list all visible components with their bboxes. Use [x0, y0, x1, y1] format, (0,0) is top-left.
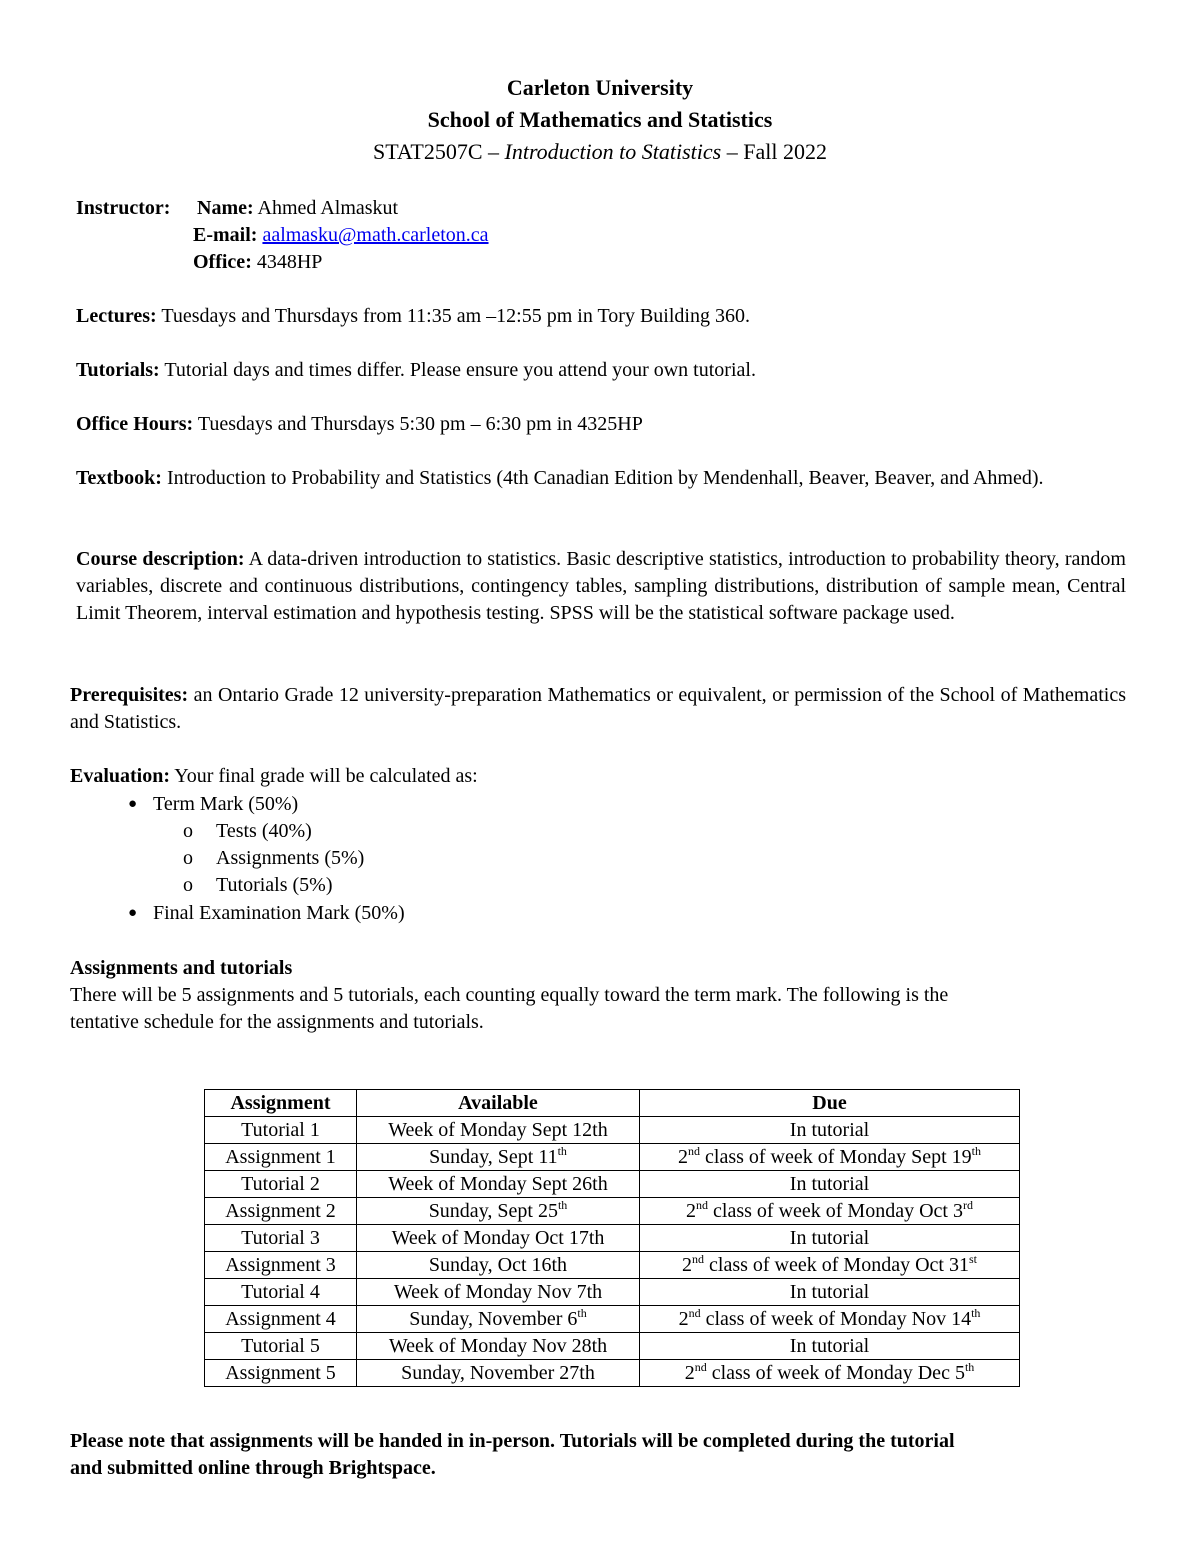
cell-due: 2nd class of week of Monday Dec 5th	[640, 1360, 1020, 1387]
prerequisites-text: an Ontario Grade 12 university-preparation Mathematics or equivalent, or permission of the School of Mathematics and Statistics.	[70, 684, 1126, 733]
eval-term-mark: Term Mark (50%)	[153, 793, 299, 815]
course-code: STAT2507C –	[373, 139, 499, 164]
instructor-office: 4348HP	[256, 251, 323, 273]
cell-item: Assignment 2	[205, 1198, 357, 1225]
note-line1: Please note that assignments will be handed in in-person. Tutorials will be completed during the tutorial	[70, 1430, 955, 1452]
evaluation-intro: Your final grade will be calculated as:	[174, 765, 478, 787]
schedule-table	[204, 1089, 1020, 1387]
course-description-label: Course description:	[76, 548, 245, 570]
course-term: – Fall 2022	[726, 139, 827, 164]
textbook-paragraph	[76, 465, 1126, 492]
instructor-name: Ahmed Almaskut	[257, 197, 399, 219]
eval-final-exam-bullet: ●	[128, 905, 138, 921]
cell-available: Sunday, November 27th	[357, 1360, 640, 1387]
eval-tests-bullet: o	[183, 820, 193, 842]
cell-due: 2nd class of week of Monday Nov 14th	[640, 1306, 1020, 1333]
note-line2: and submitted online through Brightspace.	[70, 1457, 436, 1479]
schedule-body	[205, 1117, 1020, 1387]
lectures-label: Lectures:	[76, 305, 157, 327]
header-due: Due	[640, 1090, 1020, 1117]
eval-assignments-bullet: o	[183, 847, 193, 869]
prerequisites-label: Prerequisites:	[70, 684, 189, 706]
tutorials-line	[76, 357, 756, 384]
eval-final-exam: Final Examination Mark (50%)	[153, 902, 405, 924]
textbook-text: Introduction to Probability and Statistics (4th Canadian Edition by Mendenhall, Beaver, Beaver, and Ahmed).	[166, 467, 1044, 489]
office-hours-label: Office Hours:	[76, 413, 194, 435]
eval-term-mark-bullet: ●	[128, 796, 138, 812]
cell-available: Sunday, Sept 11th	[357, 1144, 640, 1171]
cell-due: In tutorial	[640, 1279, 1020, 1306]
header-available: Available	[357, 1090, 640, 1117]
cell-available: Week of Monday Sept 26th	[357, 1171, 640, 1198]
university-title: Carleton University	[506, 75, 694, 100]
cell-item: Assignment 4	[205, 1306, 357, 1333]
prerequisites-paragraph	[70, 682, 1126, 736]
lectures-line	[76, 303, 750, 330]
cell-available: Sunday, Sept 25th	[357, 1198, 640, 1225]
table-row	[205, 1225, 1020, 1252]
tutorials-label: Tutorials:	[76, 359, 160, 381]
evaluation-label: Evaluation:	[70, 765, 171, 787]
assignments-heading: Assignments and tutorials	[70, 957, 293, 979]
cell-due: 2nd class of week of Monday Oct 31st	[640, 1252, 1020, 1279]
evaluation-line	[70, 763, 478, 790]
instructor-office-label: Office:	[193, 251, 252, 273]
instructor-email-label: E-mail:	[193, 224, 258, 246]
header-assignment: Assignment	[205, 1090, 357, 1117]
cell-item: Tutorial 2	[205, 1171, 357, 1198]
instructor-name-label: Name:	[197, 197, 254, 219]
cell-item: Tutorial 1	[205, 1117, 357, 1144]
table-row	[205, 1117, 1020, 1144]
cell-item: Tutorial 3	[205, 1225, 357, 1252]
course-description-paragraph	[76, 546, 1126, 627]
cell-item: Tutorial 5	[205, 1333, 357, 1360]
office-hours-text: Tuesdays and Thursdays 5:30 pm – 6:30 pm in 4325HP	[197, 413, 643, 435]
cell-available: Week of Monday Nov 7th	[357, 1279, 640, 1306]
cell-due: In tutorial	[640, 1171, 1020, 1198]
cell-due: In tutorial	[640, 1225, 1020, 1252]
assignments-text-line2: tentative schedule for the assignments and tutorials.	[70, 1011, 484, 1033]
instructor-office-line	[193, 249, 322, 276]
lectures-text: Tuesdays and Thursdays from 11:35 am –12:55 pm in Tory Building 360.	[161, 305, 750, 327]
cell-due: In tutorial	[640, 1117, 1020, 1144]
schedule-header-row	[205, 1090, 1020, 1117]
textbook-label: Textbook:	[76, 467, 162, 489]
instructor-label: Instructor:	[76, 197, 171, 219]
cell-item: Assignment 5	[205, 1360, 357, 1387]
cell-available: Week of Monday Nov 28th	[357, 1333, 640, 1360]
cell-due: 2nd class of week of Monday Oct 3rd	[640, 1198, 1020, 1225]
tutorials-text: Tutorial days and times differ. Please ensure you attend your own tutorial.	[164, 359, 756, 381]
table-row	[205, 1333, 1020, 1360]
course-description-text: A data-driven introduction to statistics. Basic descriptive statistics, introduction to probability theory, random variables, discrete and continuous distributions, contingency tables, sampling distributions, distribution of sample mean, Central Limit Theorem, interval estimation and hypothesis testing. SPSS will be the statistical software package used.	[76, 548, 1126, 624]
table-row	[205, 1306, 1020, 1333]
instructor-email-link[interactable]: aalmasku@math.carleton.ca	[262, 224, 489, 246]
course-title	[0, 138, 1200, 165]
instructor-name-line	[197, 195, 398, 222]
eval-tutorials: Tutorials (5%)	[216, 874, 333, 896]
cell-available: Week of Monday Sept 12th	[357, 1117, 640, 1144]
course-name: Introduction to Statistics	[504, 139, 722, 164]
table-row	[205, 1279, 1020, 1306]
cell-due: 2nd class of week of Monday Sept 19th	[640, 1144, 1020, 1171]
table-row	[205, 1144, 1020, 1171]
cell-item: Assignment 3	[205, 1252, 357, 1279]
eval-assignments: Assignments (5%)	[216, 847, 365, 869]
cell-available: Week of Monday Oct 17th	[357, 1225, 640, 1252]
eval-tutorials-bullet: o	[183, 874, 193, 896]
cell-available: Sunday, November 6th	[357, 1306, 640, 1333]
table-row	[205, 1252, 1020, 1279]
table-row	[205, 1360, 1020, 1387]
cell-item: Assignment 1	[205, 1144, 357, 1171]
cell-available: Sunday, Oct 16th	[357, 1252, 640, 1279]
office-hours-line	[76, 411, 643, 438]
assignments-text-line1: There will be 5 assignments and 5 tutorials, each counting equally toward the term mark. The following is the	[70, 984, 949, 1006]
table-row	[205, 1171, 1020, 1198]
instructor-email-line	[193, 222, 489, 249]
cell-item: Tutorial 4	[205, 1279, 357, 1306]
table-row	[205, 1198, 1020, 1225]
eval-tests: Tests (40%)	[216, 820, 312, 842]
cell-due: In tutorial	[640, 1333, 1020, 1360]
school-title: School of Mathematics and Statistics	[427, 107, 773, 132]
